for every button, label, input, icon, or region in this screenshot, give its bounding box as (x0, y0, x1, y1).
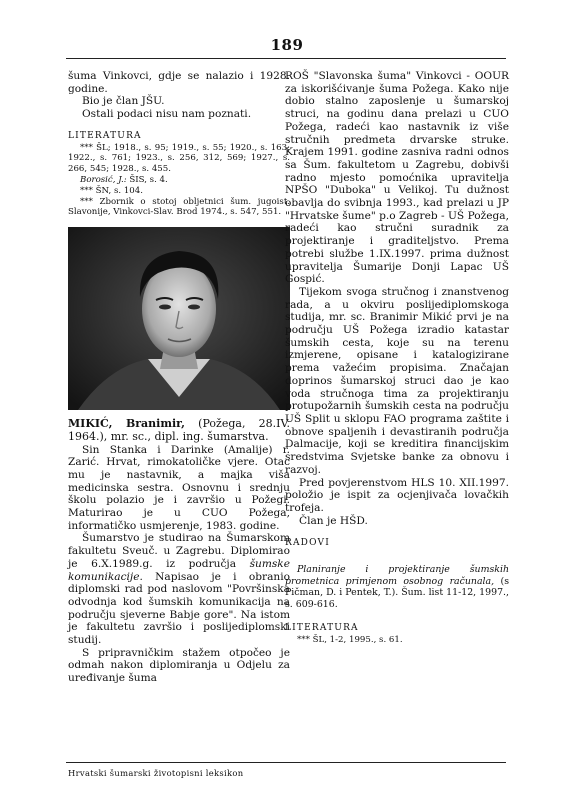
footer-text: Hrvatski šumarski životopisni leksikon (68, 768, 244, 778)
work-details: (s Pičman, D. i Pentek, T.). Šum. list 11-12, 1997., s. 609-616. (285, 575, 510, 610)
header-rule (66, 58, 506, 59)
works-heading: RADOVI (285, 538, 330, 549)
headword: MIKIĆ, Branimir, (68, 417, 185, 431)
membership-paragraph: Član je HŠD. (299, 514, 368, 527)
career-paragraph: ROŠ "Slavonska šuma" Vinkovci - OOUR za iskorišćivanje šuma Požega. Kako nije dobio stalno zaposlenje u šumarskoj struci, na godinu dana prelazi u CUO Požega, radeći kao nastavnik iz više stručnih predmeta drvarske struke. Krajem 1991. godine zasniva radni odnos sa Šum. fakultetom u Zagrebu, dobivši radno mjesto pomoćnika upravitelja NPŠO "Duboka" u Velikoj. Tu dužnost obavlja do svibnja 1993., kad prelazi u JP "Hrvatske šume" p.o Zagreb - UŠ Požega, radeći kao stručni suradnik za projektiranje i graditeljstvo. Prema potrebi službe 1.IX.1997. prima dužnost upravitelja Šumarije Donji Lapac UŠ Gospić. (285, 70, 509, 286)
bio2-text-b: . Napisao je i obranio diplomski rad pod naslovom "Površinska odvodnja kod šumskih komunikacija na području sjeverne Babje gore". Na istom je fakultetu završio i poslijediplomski studij. (68, 570, 290, 647)
literature-entry (68, 175, 290, 186)
heading-details: (Požega, 28.IV. 1964.), mr. sc., dipl. ing. šumarstva. (68, 417, 290, 443)
biography-paragraph-2 (68, 532, 290, 646)
bio2-italic: šumske komunikacije (68, 557, 290, 583)
left-column (68, 70, 290, 685)
literature-heading: LITERATURA (68, 130, 142, 141)
literature-entry: *** ŠN, s. 104. (80, 185, 143, 196)
entry-heading (68, 418, 290, 443)
research-paragraph: Tijekom svoga stručnog i znanstvenog rada, a u okviru poslijediplomskoga studija, mr. sc. Branimir Mikić prvi je na području UŠ Požega izradio katastar šumskih cesta, koje su na terenu izmjerene, opisane i katalogizirane prema važećim propisima. Značajan doprinos šumarskoj struci dao je kao voda stručnoga tima za projektiranju protupožarnih šumskih cesta na području UŠ Split u sklopu FAO programa zaštite i obnove spaljenih i devastiranih područja Dalmacije, koji se kreditira financijskim sredstvima Svjetske banke za obnovu i razvoj. (285, 285, 509, 476)
biography-paragraph-1: Sin Stanka i Darinke (Amalije) r. Zarić. Hrvat, rimokatoličke vjere. Otac mu je nastavnik, a majka viša medicinska sestra. Osnovnu i srednju školu polazio je i završio u Požegi. Maturirao je u CUO Požega, informatičko usmjerenje, 1983. godine. (68, 443, 290, 532)
literature-entry: *** ŠL; 1918., s. 95; 1919., s. 55; 1920., s. 163; 1922., s. 761; 1923., s. 256, 312, 569; 1927., s. 266, 545; 1928., s. 455. (68, 142, 290, 175)
literature-heading-right: LITERATURA (285, 623, 359, 634)
literature-entry-right: *** ŠL, 1-2, 1995., s. 61. (297, 635, 403, 646)
right-column (285, 70, 509, 646)
footer-rule (66, 762, 506, 763)
literature-entry: *** Zbornik o stotoj obljetnici šum. jugoist. Slavonije, Vinkovci-Slav. Brod 1974., s. 547, 551. (68, 196, 290, 218)
biography-paragraph-3: S pripravničkim stažem otpočeo je odmah nakon diplomiranja u Odjelu za uređivanje šuma (68, 646, 290, 685)
intro-line-2: Bio je član JŠU. (82, 95, 165, 108)
literature-author: Borosić, J.: (80, 174, 127, 185)
page-number: 189 (270, 36, 304, 54)
portrait-photo (68, 227, 290, 410)
intro-line-1: šuma Vinkovci, gdje se nalazio i 1928. godine. (68, 70, 290, 95)
work-entry (285, 564, 509, 610)
literature-author-rest: ŠIS, s. 4. (126, 174, 168, 185)
portrait-image (68, 227, 290, 410)
bio2-text-a: Šumarstvo je studirao na Šumarskom fakultetu Sveuč. u Zagrebu. Diplomirao je 6.X.1989.g. iz područja (68, 532, 290, 570)
work-title: Planiranje i projektiranje šumskih prometnica primjenom osobnog računala, (285, 564, 509, 587)
exam-paragraph: Pred povjerenstvom HLS 10. XII.1997. položio je ispit za ocjenjivača lovačkih trofeja. (285, 476, 509, 514)
intro-line-3: Ostali podaci nisu nam poznati. (82, 108, 252, 121)
